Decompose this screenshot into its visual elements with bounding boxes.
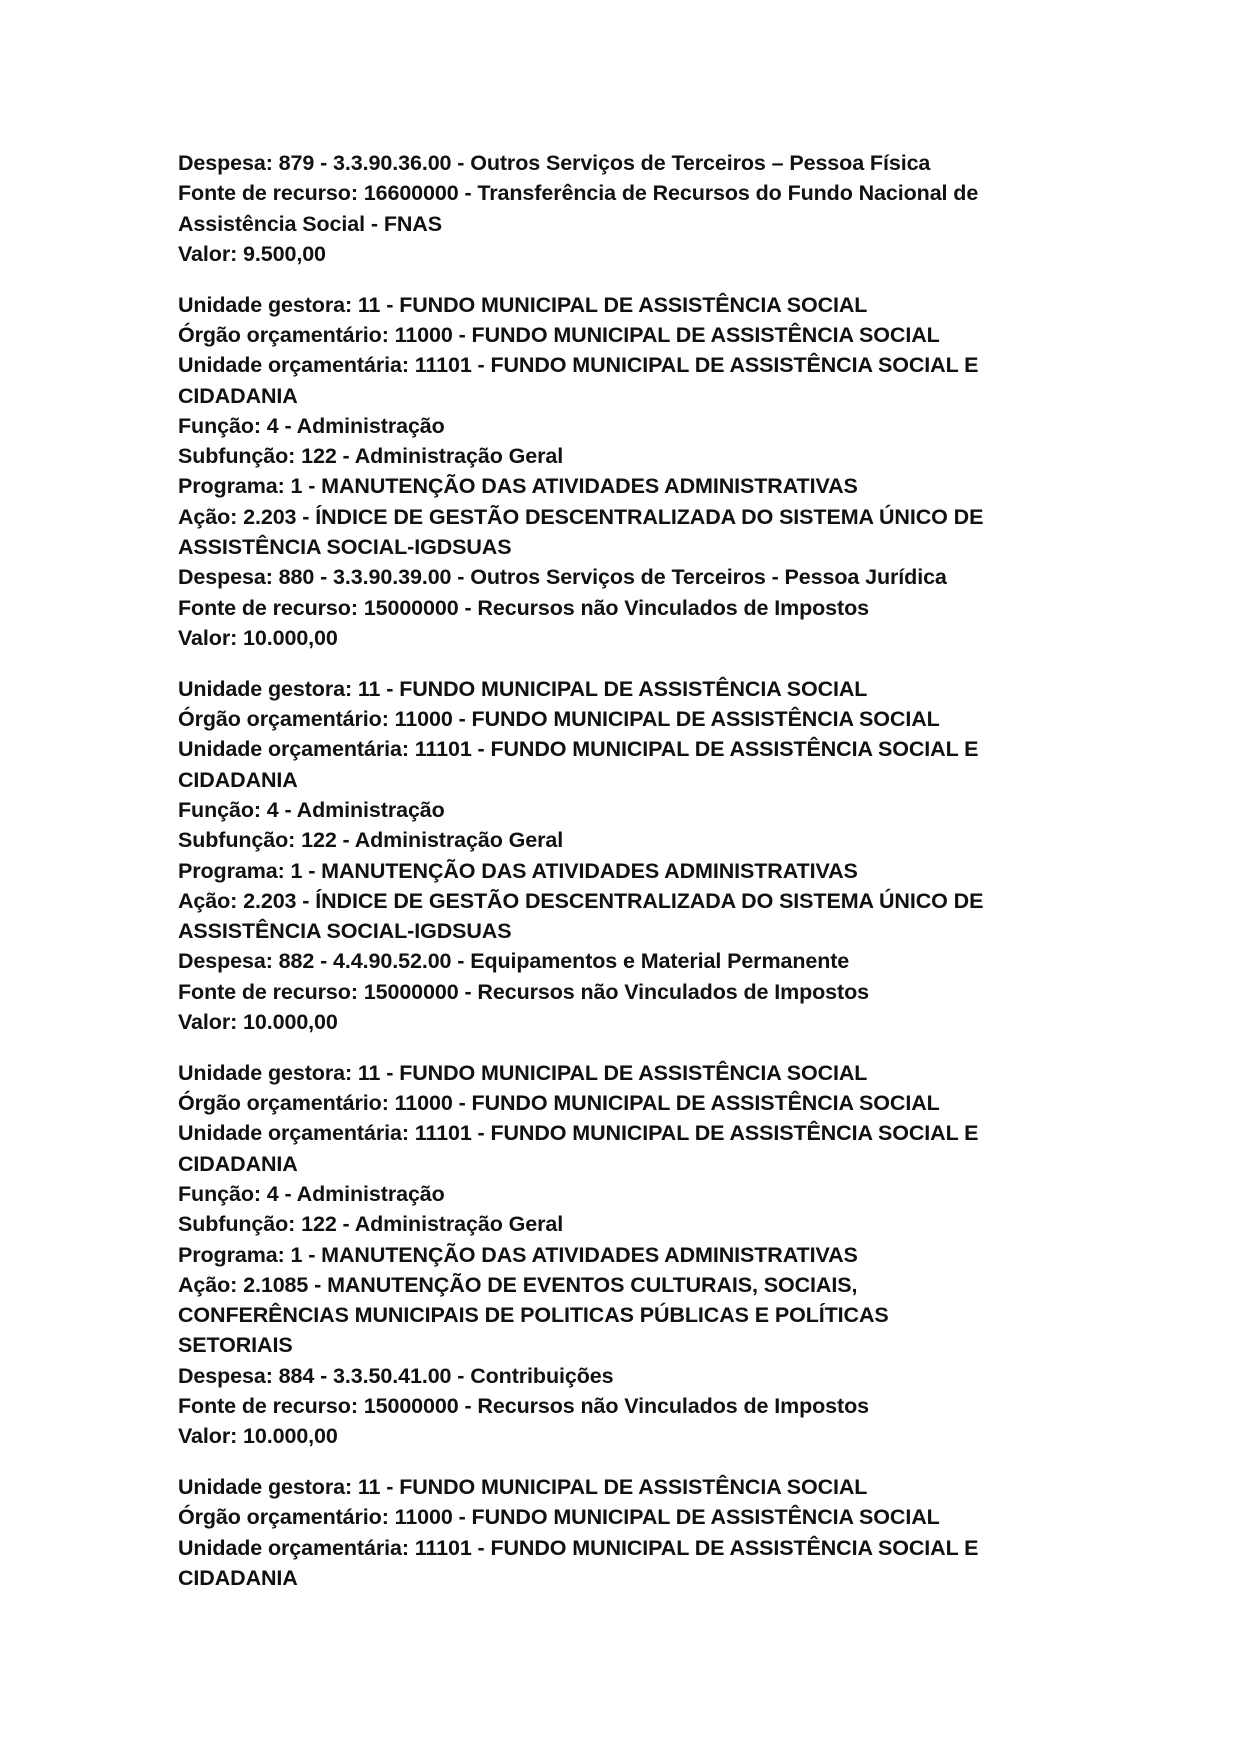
subfuncao-line: Subfunção: 122 - Administração Geral	[178, 444, 564, 469]
acao-line: Ação: 2.203 - ÍNDICE DE GESTÃO DESCENTRALIZADA DO SISTEMA ÚNICO DE	[178, 504, 984, 529]
funcao-line: Função: 4 - Administração	[178, 797, 445, 822]
valor-line: Valor: 10.000,00	[178, 1424, 338, 1449]
orgao-orcamentario-line: Órgão orçamentário: 11000 - FUNDO MUNICIPAL DE ASSISTÊNCIA SOCIAL	[178, 1091, 940, 1116]
despesa-line: Despesa: 882 - 4.4.90.52.00 - Equipamentos e Material Permanente	[178, 949, 850, 974]
budget-entry-block	[178, 1472, 1078, 1593]
acao-line-cont-2: SETORIAIS	[178, 1333, 293, 1358]
fonte-recurso-line: Fonte de recurso: 15000000 - Recursos não Vinculados de Impostos	[178, 979, 869, 1004]
unidade-orcamentaria-line: Unidade orçamentária: 11101 - FUNDO MUNICIPAL DE ASSISTÊNCIA SOCIAL E	[178, 737, 979, 762]
document-page	[178, 148, 1078, 1614]
fonte-recurso-line: Fonte de recurso: 16600000 - Transferência de Recursos do Fundo Nacional de	[178, 181, 979, 206]
unidade-orcamentaria-line: Unidade orçamentária: 11101 - FUNDO MUNICIPAL DE ASSISTÊNCIA SOCIAL E	[178, 1535, 979, 1560]
fonte-recurso-line: Fonte de recurso: 15000000 - Recursos não Vinculados de Impostos	[178, 595, 869, 620]
despesa-line: Despesa: 879 - 3.3.90.36.00 - Outros Serviços de Terceiros – Pessoa Física	[178, 151, 931, 175]
fonte-recurso-line-cont: Assistência Social - FNAS	[178, 211, 442, 236]
unidade-gestora-line: Unidade gestora: 11 - FUNDO MUNICIPAL DE ASSISTÊNCIA SOCIAL	[178, 1475, 868, 1500]
unidade-orcamentaria-line-cont: CIDADANIA	[178, 1566, 298, 1591]
unidade-orcamentaria-line: Unidade orçamentária: 11101 - FUNDO MUNICIPAL DE ASSISTÊNCIA SOCIAL E	[178, 1121, 979, 1146]
despesa-line: Despesa: 880 - 3.3.90.39.00 - Outros Serviços de Terceiros - Pessoa Jurídica	[178, 565, 947, 590]
subfuncao-line: Subfunção: 122 - Administração Geral	[178, 828, 564, 853]
despesa-line: Despesa: 884 - 3.3.50.41.00 - Contribuições	[178, 1363, 614, 1388]
acao-line: Ação: 2.203 - ÍNDICE DE GESTÃO DESCENTRALIZADA DO SISTEMA ÚNICO DE	[178, 888, 984, 913]
acao-line-cont: ASSISTÊNCIA SOCIAL-IGDSUAS	[178, 535, 512, 560]
unidade-gestora-line: Unidade gestora: 11 - FUNDO MUNICIPAL DE ASSISTÊNCIA SOCIAL	[178, 1060, 868, 1085]
budget-entry-block	[178, 674, 1078, 1038]
budget-entry-block	[178, 1058, 1078, 1452]
subfuncao-line: Subfunção: 122 - Administração Geral	[178, 1212, 564, 1237]
budget-entry-block	[178, 148, 1078, 269]
unidade-orcamentaria-line-cont: CIDADANIA	[178, 383, 298, 408]
unidade-orcamentaria-line-cont: CIDADANIA	[178, 1151, 298, 1176]
valor-line: Valor: 9.500,00	[178, 241, 326, 266]
unidade-gestora-line: Unidade gestora: 11 - FUNDO MUNICIPAL DE ASSISTÊNCIA SOCIAL	[178, 676, 868, 701]
acao-line-cont: CONFERÊNCIAS MUNICIPAIS DE POLITICAS PÚBLICAS E POLÍTICAS	[178, 1303, 889, 1328]
valor-line: Valor: 10.000,00	[178, 1010, 338, 1035]
fonte-recurso-line: Fonte de recurso: 15000000 - Recursos não Vinculados de Impostos	[178, 1394, 869, 1419]
orgao-orcamentario-line: Órgão orçamentário: 11000 - FUNDO MUNICIPAL DE ASSISTÊNCIA SOCIAL	[178, 322, 940, 347]
programa-line: Programa: 1 - MANUTENÇÃO DAS ATIVIDADES ADMINISTRATIVAS	[178, 858, 858, 883]
valor-line: Valor: 10.000,00	[178, 625, 338, 650]
programa-line: Programa: 1 - MANUTENÇÃO DAS ATIVIDADES ADMINISTRATIVAS	[178, 1242, 858, 1267]
orgao-orcamentario-line: Órgão orçamentário: 11000 - FUNDO MUNICIPAL DE ASSISTÊNCIA SOCIAL	[178, 707, 940, 732]
orgao-orcamentario-line: Órgão orçamentário: 11000 - FUNDO MUNICIPAL DE ASSISTÊNCIA SOCIAL	[178, 1505, 940, 1530]
budget-entry-block	[178, 290, 1078, 654]
funcao-line: Função: 4 - Administração	[178, 1182, 445, 1206]
acao-line: Ação: 2.1085 - MANUTENÇÃO DE EVENTOS CULTURAIS, SOCIAIS,	[178, 1272, 858, 1297]
unidade-gestora-line: Unidade gestora: 11 - FUNDO MUNICIPAL DE ASSISTÊNCIA SOCIAL	[178, 292, 868, 317]
programa-line: Programa: 1 - MANUTENÇÃO DAS ATIVIDADES ADMINISTRATIVAS	[178, 474, 858, 499]
acao-line-cont: ASSISTÊNCIA SOCIAL-IGDSUAS	[178, 919, 512, 944]
funcao-line: Função: 4 - Administração	[178, 413, 445, 438]
unidade-orcamentaria-line-cont: CIDADANIA	[178, 767, 298, 792]
unidade-orcamentaria-line: Unidade orçamentária: 11101 - FUNDO MUNICIPAL DE ASSISTÊNCIA SOCIAL E	[178, 353, 979, 378]
